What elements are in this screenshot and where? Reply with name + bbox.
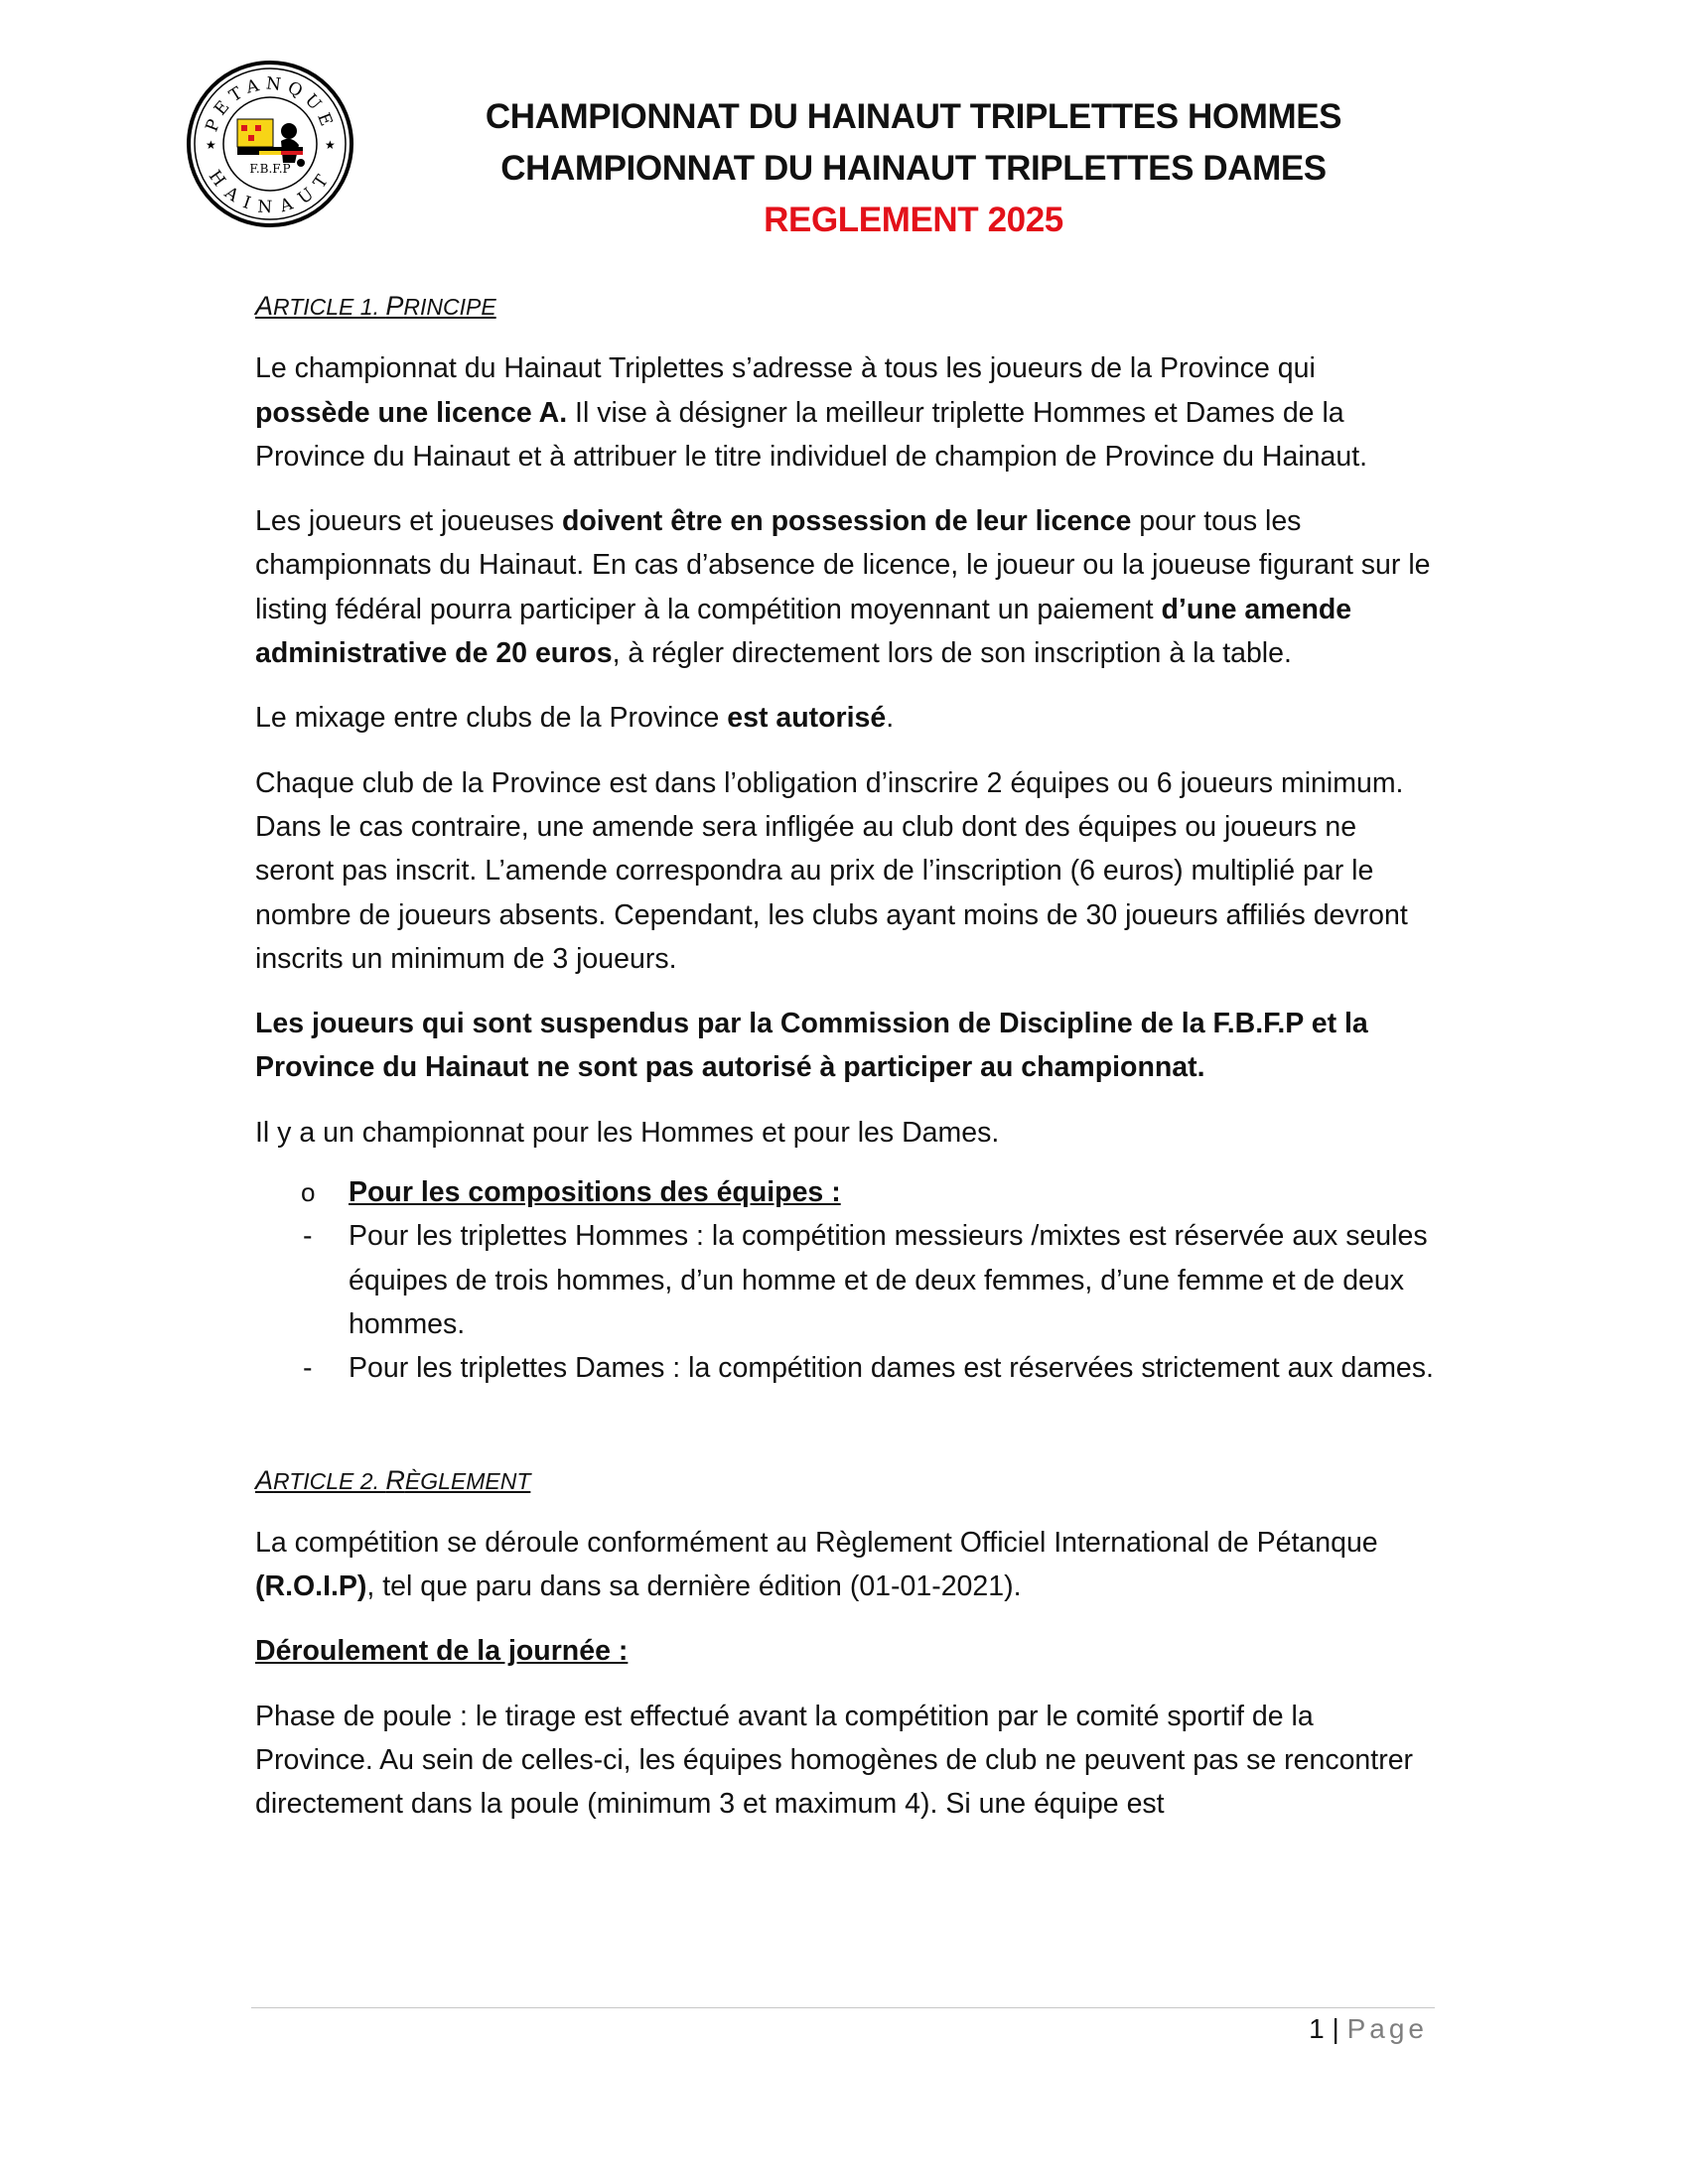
- article-2-heading: ARTICLE 2. RÈGLEMENT: [255, 1464, 531, 1495]
- page-label: Page: [1346, 2013, 1428, 2044]
- article-2-subheading: Déroulement de la journée :: [255, 1635, 629, 1668]
- logo-text-top: PETANQUE: [202, 73, 339, 135]
- article-1-paragraph-1: Le championnat du Hainaut Triplettes s’adresse à tous les joueurs de la Province qui possède une licence A. Il vise à désigner la meilleur triplette Hommes et Dames de la Province du Hainaut et à attribuer le titre individuel de champion de Province du Hainaut.: [255, 352, 1368, 473]
- list-item: o Pour les compositions des équipes :: [255, 1170, 1437, 1214]
- title-line-3: REGLEMENT 2025: [764, 201, 1063, 239]
- title-line-1: CHAMPIONNAT DU HAINAUT TRIPLETTES HOMMES: [485, 97, 1342, 136]
- svg-text:★: ★: [325, 138, 336, 152]
- article-1-heading: ARTICLE 1. PRINCIPE: [255, 291, 496, 321]
- article-1-paragraph-4: Chaque club de la Province est dans l’obligation d’inscrire 2 équipes ou 6 joueurs minimum. Dans le cas contraire, une amende sera infligée au club dont des équipes ou joueurs ne seront pas inscrit. L’amende correspondra au prix de l’inscription (6 euros) multiplié par le nombre de joueurs absents. Cependant, les clubs ayant moins de 30 joueurs affiliés devront inscrits un minimum de 3 joueurs.: [255, 766, 1408, 975]
- bullet-dash-icon: -: [303, 1352, 313, 1385]
- province-logo: [186, 60, 354, 228]
- document-body: [255, 278, 1437, 1847]
- article-2-paragraph-1: La compétition se déroule conformément au Règlement Officiel International de Pétanque (R.O.I.P), tel que paru dans sa dernière édition (01-01-2021).: [255, 1526, 1378, 1603]
- list-item: - Pour les triplettes Dames : la compétition dames est réservées strictement aux dames.: [255, 1346, 1437, 1390]
- article-2-paragraph-2: Phase de poule : le tirage est effectué avant la compétition par le comité sportif de la Province. Au sein de celles-ci, les équipes homogènes de club ne peuvent pas se rencontrer directement dans la poule (minimum 3 et maximum 4). Si une équipe est: [255, 1700, 1414, 1821]
- article-1-paragraph-3: Le mixage entre clubs de la Province est autorisé.: [255, 702, 895, 735]
- list-item: - Pour les triplettes Hommes : la compétition messieurs /mixtes est réservée aux seules équipes de trois hommes, d’un homme et de deux femmes, d’une femme et de deux hommes.: [255, 1214, 1437, 1346]
- footer-divider: [251, 2007, 1435, 2008]
- page-number: 1: [1309, 2013, 1325, 2044]
- page-footer: 1 | Page: [1309, 2013, 1428, 2044]
- bullet-circle-icon: o: [301, 1177, 316, 1208]
- document-header: [397, 91, 1430, 246]
- article-1-paragraph-5: Les joueurs qui sont suspendus par la Commission de Discipline de la F.B.F.P et la Province du Hainaut ne sont pas autorisé à participer au championnat.: [255, 1008, 1368, 1084]
- article-1-paragraph-6: Il y a un championnat pour les Hommes et pour les Dames.: [255, 1116, 1000, 1149]
- logo-text-center: F.B.F.P: [249, 162, 291, 176]
- title-line-2: CHAMPIONNAT DU HAINAUT TRIPLETTES DAMES: [500, 149, 1327, 188]
- bullet-dash-icon: -: [303, 1220, 313, 1253]
- article-1-paragraph-2: Les joueurs et joueuses doivent être en possession de leur licence pour tous les championnats du Hainaut. En cas d’absence de licence, le joueur ou la joueuse figurant sur le listing fédéral pourra participer à la compétition moyennant un paiement d’une amende administrative de 20 euros, à régler directement lors de son inscription à la table.: [255, 505, 1431, 670]
- svg-text:★: ★: [206, 138, 216, 152]
- logo-text-bottom: HAINAUT: [204, 166, 337, 218]
- team-composition-list: [255, 1170, 1437, 1390]
